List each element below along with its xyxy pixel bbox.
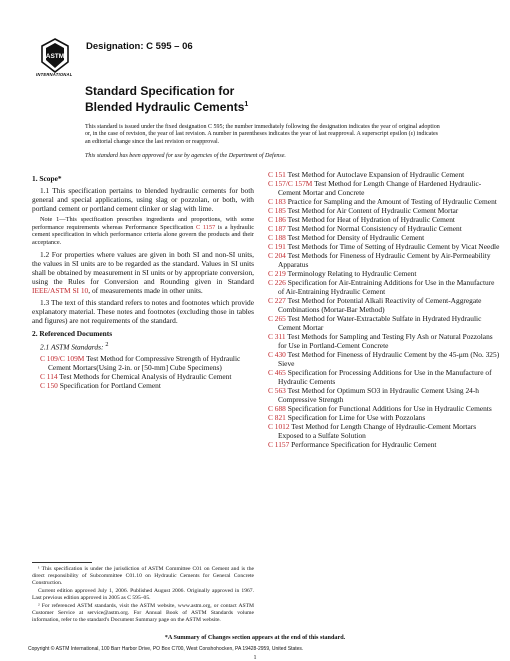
reference-code-link[interactable]: C 226: [268, 278, 286, 287]
reference-code-link[interactable]: C 187: [268, 224, 286, 233]
reference-item: [268, 170, 500, 179]
reference-code-link[interactable]: C 688: [268, 404, 286, 413]
reference-title: Test Method for Density of Hydraulic Cement: [285, 233, 425, 242]
reference-item: [40, 381, 254, 390]
reference-code-link[interactable]: C 465: [268, 368, 286, 377]
footnote-divider: [32, 562, 92, 563]
reference-title: Test Methods for Time of Setting of Hydraulic Cement by Vicat Needle: [285, 242, 500, 251]
reference-code-link[interactable]: C 265: [268, 314, 286, 323]
reference-item: [268, 350, 500, 368]
note-1: Note 1—This specification prescribes ingredients and proportions, with some performance requirements whereas Performance Specification C 1157 is a hydraulic cement specification in which performance criteria alone govern the products and their acceptance.: [32, 216, 255, 246]
reference-title: Test Method for Length Change of Hardened Hydraulic-Cement Mortar and Concrete: [278, 179, 482, 197]
title-line-2: Blended Hydraulic Cements$^1$: [85, 100, 249, 114]
reference-code-link[interactable]: C 219: [268, 269, 286, 278]
reference-item: [268, 422, 500, 440]
reference-item: [268, 242, 500, 251]
reference-title: Specification for Processing Additions for Use in the Manufacture of Hydraulic Cements: [278, 368, 492, 386]
reference-title: Practice for Sampling and the Amount of Testing of Hydraulic Cement: [285, 197, 497, 206]
reference-code-link[interactable]: C 311: [268, 332, 286, 341]
footnote-1: ¹ This specification is under the jurisdiction of ASTM Committee C01 on Cement and is the direct responsibility of Subcommittee C01.10 on Hydraulic Cements for General Concrete Construction.: [32, 566, 254, 586]
reference-title: Test Methods for Sampling and Testing Fly Ash or Natural Pozzolans for Use in Portland-Cement Concrete: [278, 332, 493, 350]
reference-code-link[interactable]: C 1157: [268, 440, 290, 449]
reference-item: [268, 296, 500, 314]
reference-code-link[interactable]: C 204: [268, 251, 286, 260]
paragraph-1-1: 1.1 This specification pertains to blended hydraulic cements for both general and special applications, using slag or pozzolan, or both, with portland cement or portland cement clinker or slag with lime.: [32, 186, 254, 213]
reference-title: Test Method for Air Content of Hydraulic Cement Mortar: [285, 206, 459, 215]
document-title: [85, 84, 248, 114]
reference-item: [268, 440, 500, 449]
reference-item: [40, 372, 254, 381]
reference-title: Test Method for Potential Alkali Reactivity of Cement-Aggregate Combinations (Mortar-Bar Method): [278, 296, 482, 314]
left-reference-list: [32, 354, 254, 390]
reference-title: Performance Specification for Hydraulic Cement: [289, 440, 437, 449]
reference-title: Specification for Lime for Use with Pozzolans: [285, 413, 426, 422]
reference-title: Specification for Air-Entraining Additions for Use in the Manufacture of Air-Entraining Hydraulic Cement: [278, 278, 495, 296]
astm-logo: [40, 38, 70, 74]
reference-code-link[interactable]: C 157/C 157M: [268, 179, 313, 188]
astm-standards-label: 2.1 ASTM Standards: $^2$: [40, 342, 109, 352]
reference-item: [268, 197, 500, 206]
scope-heading: 1. Scope*: [32, 174, 62, 183]
page-number: 1: [253, 655, 257, 661]
reference-item: [40, 354, 254, 372]
reference-title: Test Methods for Fineness of Hydraulic Cement by Air-Permeability Apparatus: [278, 251, 491, 269]
reference-item: [268, 233, 500, 242]
reference-title: Test Method for Compressive Strength of Hydraulic Cement Mortars(Using 2-in. or [50-mm] Cube Specimens): [48, 353, 241, 372]
reference-code-link[interactable]: C 430: [268, 350, 286, 359]
reference-title: Test Method for Water-Extractable Sulfate in Hydrated Hydraulic Cement Mortar: [278, 314, 482, 332]
footnotes: [32, 566, 254, 625]
reference-title: Test Method for Fineness of Hydraulic Cement by the 45-μm (No. 325) Sieve: [278, 350, 500, 368]
preamble: This standard is issued under the fixed designation C 595; the number immediately following the designation indicates the year of original adoption or, in the case of revision, the year of last revision. A number in parentheses indicates the year of last reapproval. A superscript epsilon (ε) indicates an editorial change since the last revision or reapproval.: [85, 124, 440, 145]
summary-of-changes: *A Summary of Changes section appears at the end of this standard.: [164, 634, 346, 641]
reference-code-link[interactable]: C 227: [268, 296, 286, 305]
svg-text:ASTM: ASTM: [45, 53, 65, 60]
copyright: Copyright © ASTM International, 100 Barr Harbor Drive, PO Box C700, West Conshohocken, PA 19428-2959, United States.: [28, 646, 304, 652]
reference-item: [268, 278, 500, 296]
reference-item: [268, 404, 500, 413]
reference-item: [268, 206, 500, 215]
reference-code-link[interactable]: C 151: [268, 170, 286, 179]
title-line-1: Standard Specification for: [85, 84, 235, 98]
reference-code-link[interactable]: C 191: [268, 242, 286, 251]
right-reference-list: [268, 170, 500, 449]
reference-code-link[interactable]: C 186: [268, 215, 286, 224]
reference-item: [268, 386, 500, 404]
reference-title: Specification for Functional Additions for Use in Hydraulic Cements: [285, 404, 492, 413]
reference-code-link[interactable]: C 185: [268, 206, 286, 215]
note-1-link[interactable]: C 1157: [196, 223, 216, 231]
reference-item: [268, 332, 500, 350]
paragraph-1-2: 1.2 For properties where values are given in both SI and non-SI units, the values in SI units are to be regarded as the standard. Values in SI units shall be obtained by measurement in SI units or by appropriate conversion, using the Rules for Conversion and Rounding given in Standard IEEE/ASTM SI 10, of measurements made in other units.: [32, 250, 254, 296]
reference-title: Test Method for Autoclave Expansion of Hydraulic Cement: [285, 170, 465, 179]
reference-item: [268, 368, 500, 386]
reference-code-link[interactable]: C 114: [40, 371, 58, 381]
reference-title: Specification for Portland Cement: [57, 380, 161, 390]
reference-code-link[interactable]: C 188: [268, 233, 286, 242]
reference-item: [268, 179, 500, 197]
footnote-1-edition: Current edition approved July 1, 2006. Published August 2006. Originally approved in 1967. Last previous edition approved in 2005 as C 595–05.: [32, 587, 254, 601]
reference-title: Test Methods for Chemical Analysis of Hydraulic Cement: [57, 371, 232, 381]
reference-item: [268, 314, 500, 332]
reference-title: Test Method for Optimum SO3 in Hydraulic Cement Using 24-h Compressive Strength: [278, 386, 480, 404]
reference-item: [268, 269, 500, 278]
reference-title: Test Method for Length Change of Hydraulic-Cement Mortars Exposed to a Sulfate Solution: [278, 422, 477, 440]
defense-note: This standard has been approved for use by agencies of the Department of Defense.: [85, 153, 286, 159]
reference-title: Terminology Relating to Hydraulic Cement: [285, 269, 417, 278]
reference-item: [268, 251, 500, 269]
reference-title: Test Method for Normal Consistency of Hydraulic Cement: [285, 224, 462, 233]
reference-code-link[interactable]: C 109/C 109M: [40, 353, 85, 363]
si10-link[interactable]: IEEE/ASTM SI 10: [32, 286, 89, 296]
logo-wordmark: INTERNATIONAL: [36, 72, 73, 77]
reference-code-link[interactable]: C 821: [268, 413, 286, 422]
referenced-documents-heading: 2. Referenced Documents: [32, 329, 113, 339]
designation: Designation: C 595 – 06: [86, 41, 193, 52]
reference-code-link[interactable]: C 563: [268, 386, 286, 395]
reference-code-link[interactable]: C 150: [40, 380, 58, 390]
left-column: [32, 170, 254, 390]
reference-item: [268, 413, 500, 422]
reference-code-link[interactable]: C 1012: [268, 422, 290, 431]
reference-item: [268, 224, 500, 233]
footnote-2: ² For referenced ASTM standards, visit the ASTM website, www.astm.org, or contact ASTM Customer Service at service@astm.org. For Annual Book of ASTM Standards volume information, refer to the standard's Document Summary page on the ASTM website.: [32, 602, 254, 623]
paragraph-1-3: 1.3 The text of this standard refers to notes and footnotes which provide explanatory material. These notes and footnotes (excluding those in tables and figures) are not requirements of the standard.: [32, 298, 254, 326]
reference-title: Test Method for Heat of Hydration of Hydraulic Cement: [285, 215, 455, 224]
reference-item: [268, 215, 500, 224]
reference-code-link[interactable]: C 183: [268, 197, 286, 206]
